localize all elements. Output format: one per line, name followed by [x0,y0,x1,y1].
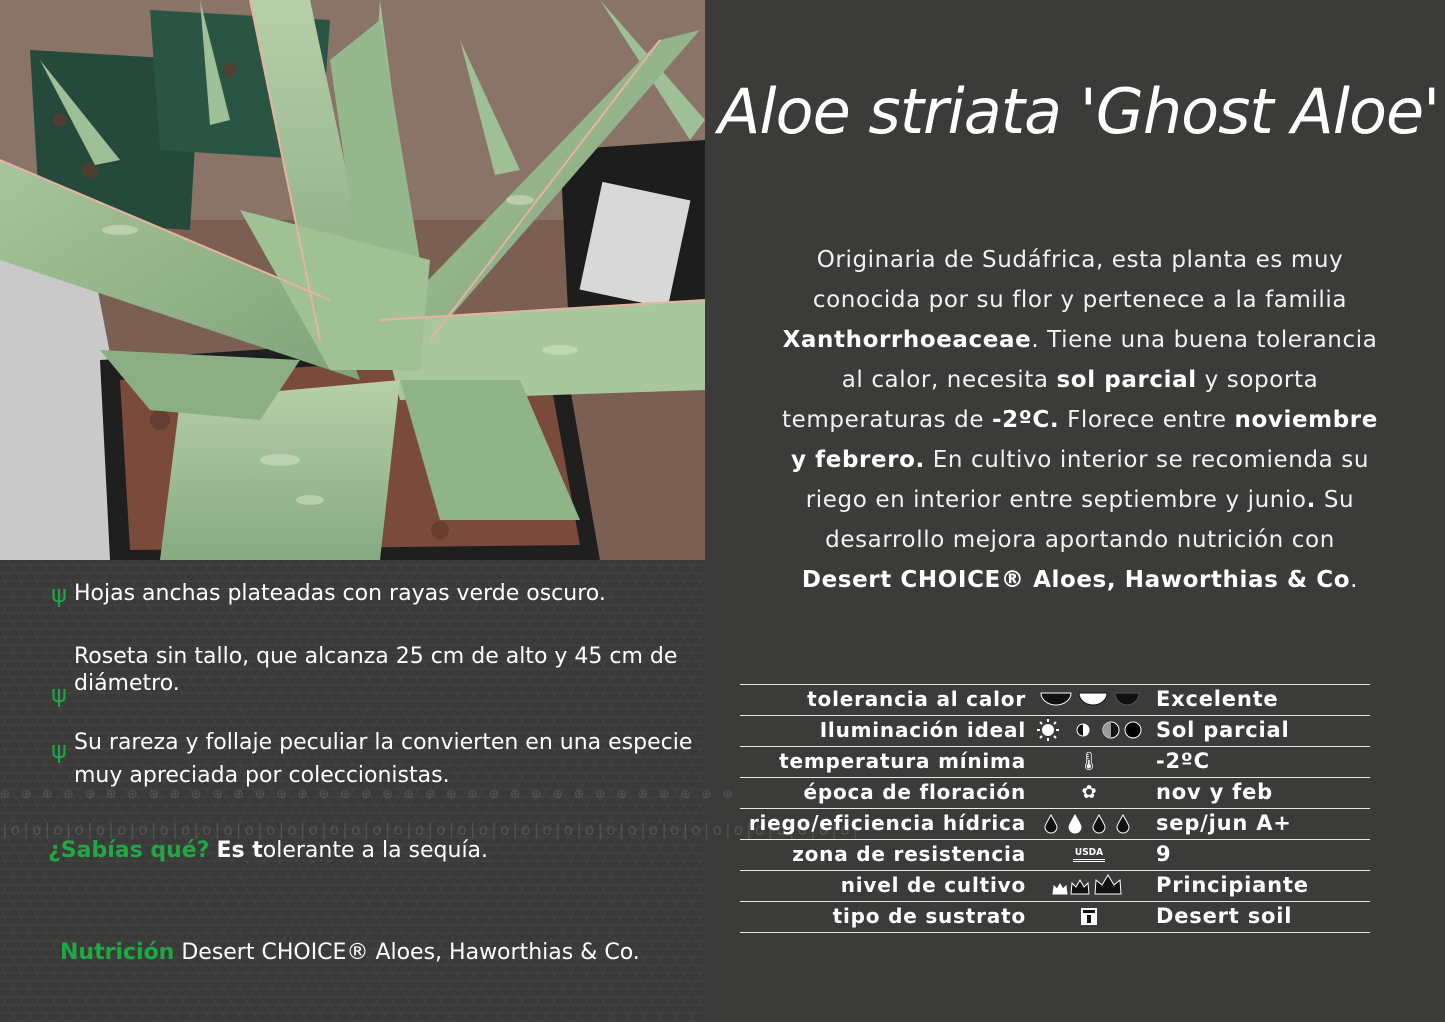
water-drop-icon [1034,809,1144,837]
did-you-know [48,836,488,866]
cactus-icon: ψ [51,736,67,764]
spec-row-water [740,809,1370,840]
bloom-period: noviembre y febrero. [790,407,1378,473]
spec-label: nivel de cultivo [840,873,1026,897]
description-text: En cultivo interior se recomienda su riego en interior entre septiembre y junio [805,447,1370,513]
description [780,240,1380,600]
spec-row-temperature [740,747,1370,778]
did-you-know-text: olerante a la sequía. [262,838,489,863]
cactus-icon: ψ [51,580,67,608]
crown-icon [1034,871,1144,899]
spec-value: Excelente [1156,687,1279,711]
spec-label: época de floración [803,780,1026,804]
spec-value: 9 [1156,842,1172,866]
substrate-bag-icon [1034,902,1144,930]
feature-text: Su rareza y follaje peculiar la convierten en una especie muy apreciada por coleccionistas. [74,730,693,788]
description-text: Originaria de Sudáfrica, esta planta es muy conocida por su flor y pertenece a la familia [812,247,1348,313]
family-name: Xanthorrhoeaceae [782,327,1032,353]
spec-row-substrate [740,902,1370,933]
spec-label: Iluminación ideal [819,718,1026,742]
nutrition-line [60,938,640,968]
spec-row-heat [740,684,1370,716]
cactus-icon: ψ [51,680,67,708]
decorative-pattern: ⊕ ⊕ ⊕ ⊕ ⊕ ⊕ ⊕ ⊕ ⊕ ⊕ ⊕ ⊕ ⊕ ⊕ ⊕ ⊕ ⊕ ⊕ ⊕ ⊕ ⊕ ⊕ ⊕ ⊕ ⊕ ⊕ ⊕ ⊕ ⊕ ⊕ ⊕ ⊕ ⊕ ⊕ ⊕ [0,784,734,803]
description-text: Florece entre [1059,407,1235,433]
spec-value: nov y feb [1156,780,1273,804]
sun-icon [1034,716,1144,744]
light-requirement: sol parcial [1056,367,1197,393]
spec-row-bloom [740,778,1370,809]
spec-value: Principiante [1156,873,1309,897]
flower-icon: ✿ [1081,781,1097,803]
spec-value: Desert soil [1156,904,1293,928]
usda-logo-text: USDA [1073,847,1105,862]
description-text: . Tiene una buena tolerancia al calor, necesita [841,327,1378,393]
spec-row-level [740,871,1370,902]
spec-label: tolerancia al calor [807,687,1026,711]
spec-label: temperatura mínima [779,749,1026,773]
nutrition-label: Nutrición [60,940,175,965]
spec-value: Sol parcial [1156,718,1290,742]
description-dot: . [1306,487,1316,513]
decorative-pattern: |o|o|o|o|o|o|o|o|o|o|o|o|o|o|o|o|o|o|o|o|o|o|o|o|o|o|o|o|o|o|o|o|o|o|o|o|o|o|o|o| [0,820,862,839]
spec-table [740,684,1370,933]
thermometer-icon: 🌡 [1077,750,1101,772]
spec-label: zona de resistencia [792,842,1026,866]
feature-text: Hojas anchas plateadas con rayas verde oscuro. [74,581,606,606]
description-text: y soporta temperaturas de [782,367,1319,433]
description-text: Su desarrollo mejora aportando nutrición con [825,487,1355,553]
spec-label: riego/eficiencia hídrica [748,811,1026,835]
did-you-know-bold: Es t [216,838,263,863]
description-text: . [1350,567,1359,593]
did-you-know-label: ¿Sabías qué? [48,838,210,863]
heat-tolerance-icon [1034,685,1144,713]
feature-text: Roseta sin tallo, que alcanza 25 cm de alto y 45 cm de diámetro. [74,644,678,696]
spec-label: tipo de sustrato [832,904,1026,928]
min-temperature: -2ºC. [992,407,1060,433]
page-title: Aloe striata 'Ghost Aloe' [718,75,1440,148]
nutrition-text: Desert CHOICE® Aloes, Haworthias & Co. [174,940,640,965]
spec-value: sep/jun A+ [1156,811,1292,835]
product-name: Desert CHOICE® Aloes, Haworthias & Co [801,567,1351,593]
plant-photo [0,0,705,560]
spec-value: -2ºC [1156,749,1210,773]
spec-row-zone [740,840,1370,871]
usda-icon [1034,840,1144,868]
spec-row-light [740,716,1370,747]
